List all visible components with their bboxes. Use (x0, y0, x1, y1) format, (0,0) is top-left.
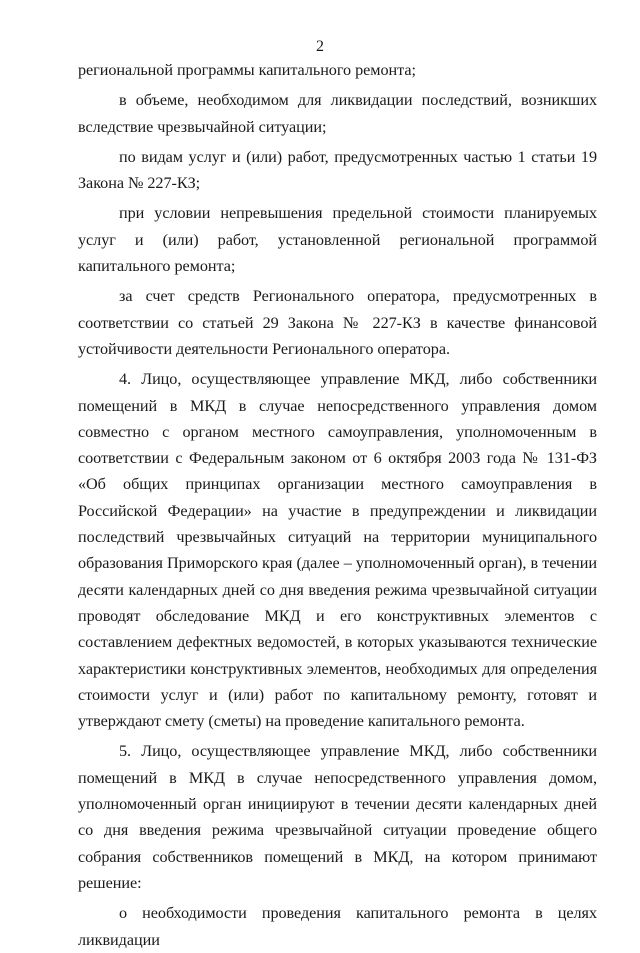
paragraph-item-5: 5. Лицо, осуществляющее управление МКД, либо собственники помещений в МКД в случае непосредственного управления домом, уполномоченный орган инициируют в течении десяти календарных дней со дня введения режима чрезвычайной ситуации проведение общего собрания собственников помещений в МКД, на котором принимают решение: (78, 742, 597, 892)
paragraph-item-4: 4. Лицо, осуществляющее управление МКД, либо собственники помещений в МКД в случае непосредственного управления домом совместно с органом местного самоуправления, уполномоченным в соответствии с Федеральным законом от 6 октября 2003 года № 131-ФЗ «Об общих принципах организации местного самоуправления в Российской Федерации» на участие в предупреждении и ликвидации последствий чрезвычайных ситуаций на территории муниципального образования Приморского края (далее – уполномоченный орган), в течении десяти календарных дней со дня введения режима чрезвычайной ситуации проводят обследование МКД и его конструктивных элементов с составлением дефектных ведомостей, в которых указываются технические характеристики конструктивных элементов, необходимых для определения стоимости услуг и (или) работ по капитальному ремонту, готовят и утверждают смету (сметы) на проведение капитального ремонта. (78, 370, 597, 731)
paragraph-cost-limit: при условии непревышения предельной стоимости планируемых услуг и (или) работ, установленной региональной программой капитального ремонта; (78, 204, 597, 276)
paragraph-service-types: по видам услуг и (или) работ, предусмотренных частью 1 статьи 19 Закона № 227-КЗ; (78, 147, 597, 193)
paragraph-funding-source: за счет средств Регионального оператора, предусмотренных в соответствии со статьей 29 Закона № 227-КЗ в качестве финансовой устойчивости деятельности Регионального оператора. (78, 287, 597, 358)
document-body (78, 57, 597, 953)
paragraph-repair-necessity: о необходимости проведения капитального ремонта в целях ликвидации (78, 904, 597, 949)
page-number: 2 (316, 38, 324, 55)
paragraph-program-continuation: региональной программы капитального ремонта; (78, 61, 416, 79)
paragraph-volume: в объеме, необходимом для ликвидации последствий, возникших вследствие чрезвычайной ситуации; (78, 91, 597, 136)
